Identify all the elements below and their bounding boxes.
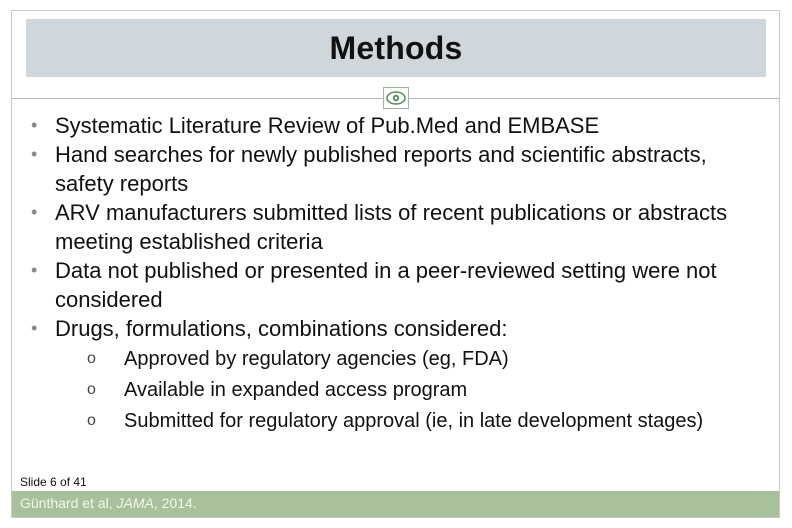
citation-authors: Günthard et al,: [20, 495, 117, 511]
bullet-item: • Data not published or presented in a peer-reviewed setting were not considered: [31, 256, 751, 314]
bullet-text: Drugs, formulations, combinations considered:: [55, 316, 508, 341]
sub-bullet-list: [55, 346, 751, 434]
title-bar: [26, 19, 766, 77]
bullet-item: • Systematic Literature Review of Pub.Med and EMBASE: [31, 111, 751, 140]
citation-year: , 2014.: [153, 495, 197, 511]
bullet-item: [31, 314, 751, 434]
bullet-item: • ARV manufacturers submitted lists of recent publications or abstracts meeting established criteria: [31, 198, 751, 256]
slide-number: Slide 6 of 41: [20, 475, 87, 489]
eye-logo-icon: [383, 87, 409, 109]
slide-title: Methods: [329, 29, 463, 66]
bullet-list: [31, 111, 751, 439]
citation-journal: JAMA: [116, 495, 154, 511]
citation: [20, 495, 197, 511]
slide: [11, 10, 780, 518]
bullet-item: • Hand searches for newly published reports and scientific abstracts, safety reports: [31, 140, 751, 198]
footer-bar: [12, 491, 779, 517]
sub-bullet-item: o Approved by regulatory agencies (eg, FDA): [55, 346, 751, 372]
sub-bullet-item: o Available in expanded access program: [55, 377, 751, 403]
sub-bullet-item: o Submitted for regulatory approval (ie, in late development stages): [55, 408, 751, 434]
